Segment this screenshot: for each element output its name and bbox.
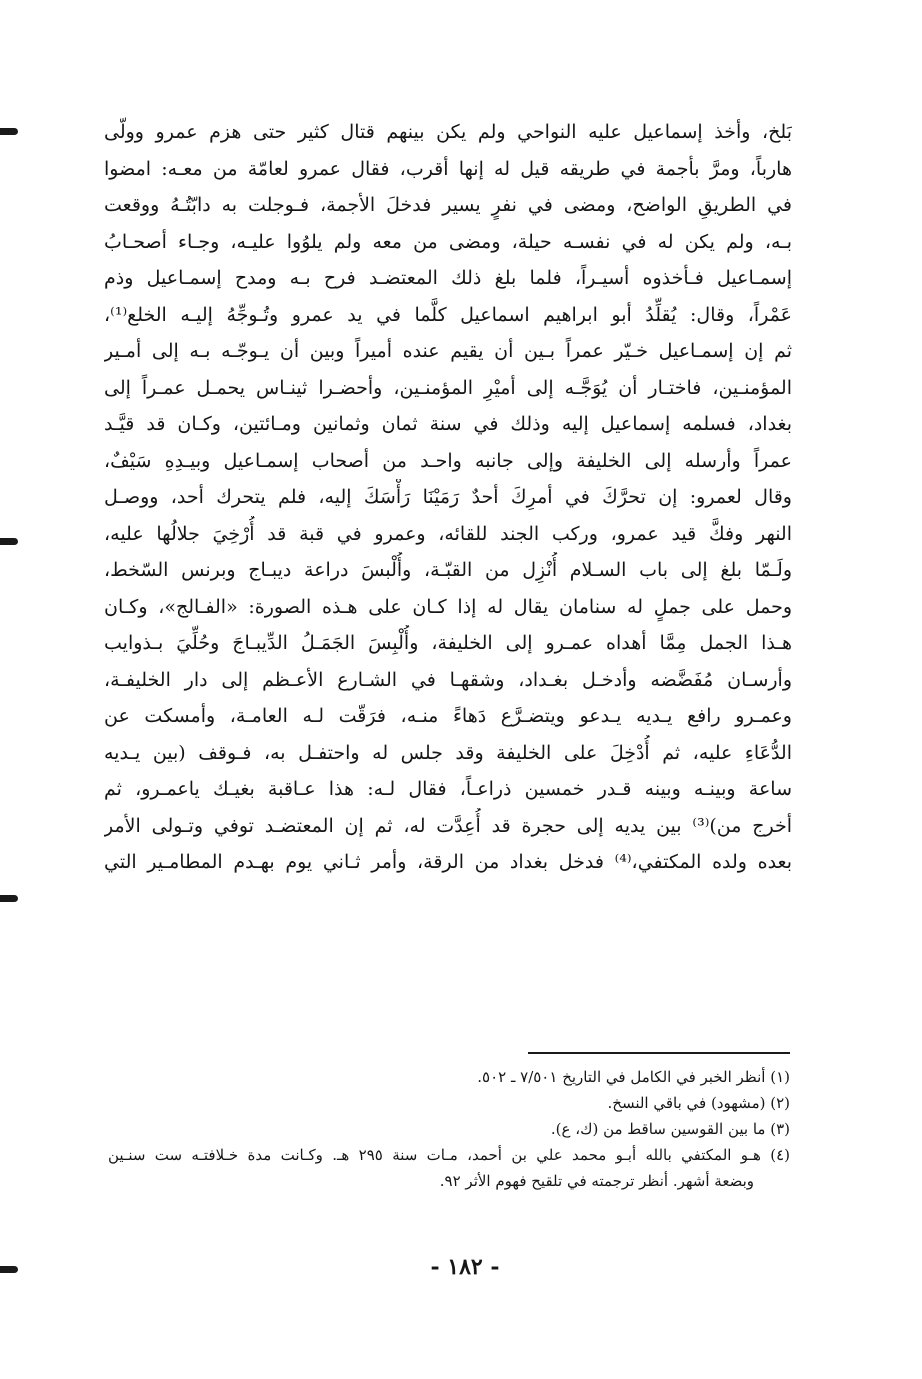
text-line: إسمـاعيل فـأخذوه أسيـراً، فلما بلغ ذلك المعتضـد فرح بـه ومدح إسمـاعيل وذم: [104, 267, 792, 289]
footnote-3: (٣) ما بين القوسين ساقط من (ك، ع).: [550, 1120, 790, 1138]
scan-edge-mark: [0, 1266, 18, 1273]
text-line: وقال لعمرو: إن تحرَّكَ في أمرِكَ أحدٌ رَمَيْنَا رَأْسَكَ إليه، فلم يتحرك أحد، ووصـل: [104, 486, 792, 508]
page-number: - ١٨٢ -: [430, 1254, 500, 1280]
text-line: النهر وفكَّ قيد عمرو، وركب الجند للقائه، وعمرو في قبة قد أُرْخِيَ جلالُها عليه،: [104, 522, 792, 545]
text-line: وأرسـان مُفَضَّضه وأدخـل بغـداد، وشقهـا في الشـارع الأعـظم إلى دار الخليفـة،: [104, 668, 792, 691]
footnote-4: (٤) هـو المكتفي بالله أبـو محمد علي بن أحمد، مـات سنة ٢٩٥ هـ. وكـانت مدة خـلافتـه ست سنـين: [108, 1146, 790, 1164]
text-line: بَلخ، وأخذ إسماعيل عليه النواحي ولم يكن بينهم قتال كثير حتى هزم عمرو وولّى: [104, 121, 792, 143]
text-line: بعده ولده المكتفي،⁽⁴⁾ فدخل بغداد من الرقة، وأمر ثـاني يوم بهـدم المطامـير التي: [104, 851, 792, 873]
text-line: ولَـمّا بلغ إلى باب السـلام أُنْزِل من القبّـة، وأُلْبسَ دراعة ديبـاج وبرنس السّخط،: [104, 559, 792, 581]
text-line: بغداد، فسلمه إسماعيل إليه وذلك في سنة ثمان وثمانين ومـائتين، وكـان قد قيَّـد: [104, 413, 792, 435]
text-line: هارباً، ومرَّ بأجمة في طريقه قيل له إنها أقرب، فقال عمرو لعامّة من معـه: امضوا: [104, 157, 792, 180]
text-line: عَمْراً، وقال: يُقلِّدُ أبو ابراهيم اسماعيل كلَّما في يد عمرو وتُـوجِّهُ إليـه الخلع⁽¹⁾،: [104, 303, 792, 326]
footnote-4-continuation: وبضعة أشهر. أنظر ترجمته في تلقيح فهوم الأثر ٩٢.: [439, 1172, 754, 1190]
footnote-2: (٢) (مشهود) في باقي النسخ.: [607, 1094, 790, 1112]
footnote-1: (١) أنظر الخبر في الكامل في التاريخ ٧/٥٠١ ـ ٥٠٢.: [477, 1068, 790, 1086]
text-line: ساعة وبينـه وبينه قـدر خمسين ذراعـاً، فقال لـه: هذا عـاقبة بغيـك ياعمـرو، ثم: [104, 778, 792, 800]
text-line: هـذا الجمل مِمَّا أهداه عمـرو إلى الخليفة، وأُلْبِسَ الجَمَـلُ الدِّيبـاجَ وحُلِّيَ بـذوايب: [104, 632, 792, 654]
footnote-separator: [528, 1052, 790, 1054]
text-line: ثم إن إسمـاعيل خـيّر عمراً بـين أن يقيم عنده أميراً وبين أن يـوجّـه بـه إلى أمـير: [104, 340, 792, 362]
text-line: عمراً وأرسله إلى الخليفة وإلى جانبه واحـد من أصحاب إسمـاعيل وبيـدِهِ سَيْفٌ،: [104, 449, 792, 472]
text-line: المؤمنـين، فاختـار أن يُوَجَّـه إلى أميْرِ المؤمنـين، وأحضـرا ثينـاس يحمـل عمـراً إلى: [104, 376, 792, 399]
main-text: [104, 114, 792, 881]
text-line: أخرج من)⁽³⁾ بين يديه إلى حجرة قد أُعِدَّت له، ثم إن المعتضـد توفي وتـولى الأمر: [104, 814, 792, 837]
scan-edge-mark: [0, 538, 18, 545]
text-line: الدُّعَاءِ عليه، ثم أُدْخِلَ على الخليفة وقد جلس له واحتفـل به، فـوقف (بين يـديه: [104, 741, 792, 764]
text-line: وحمل على جملٍ له سنامان يقال له إذا كـان على هـذه الصورة: «الفـالج»، وكـان: [104, 595, 792, 618]
scan-edge-mark: [0, 895, 18, 902]
text-line: بـه، ولم يكن له في نفسـه حيلة، ومضى من معه ولم يلوُوا عليـه، وجـاء أصحـابُ: [104, 230, 792, 253]
footnotes: [108, 1064, 790, 1194]
text-line: في الطريقِ الواضح، ومضى في نفرٍ يسير فدخلَ الأجمة، فـوجلت به دابّتُـهُ ووقعت: [104, 194, 792, 216]
text-line: وعمـرو رافع يـديه يـدعو ويتضـرَّع دَهاءً منـه، فرَقّت لـه العامـة، وأمسكت عن: [104, 705, 792, 727]
scan-edge-mark: [0, 128, 18, 135]
